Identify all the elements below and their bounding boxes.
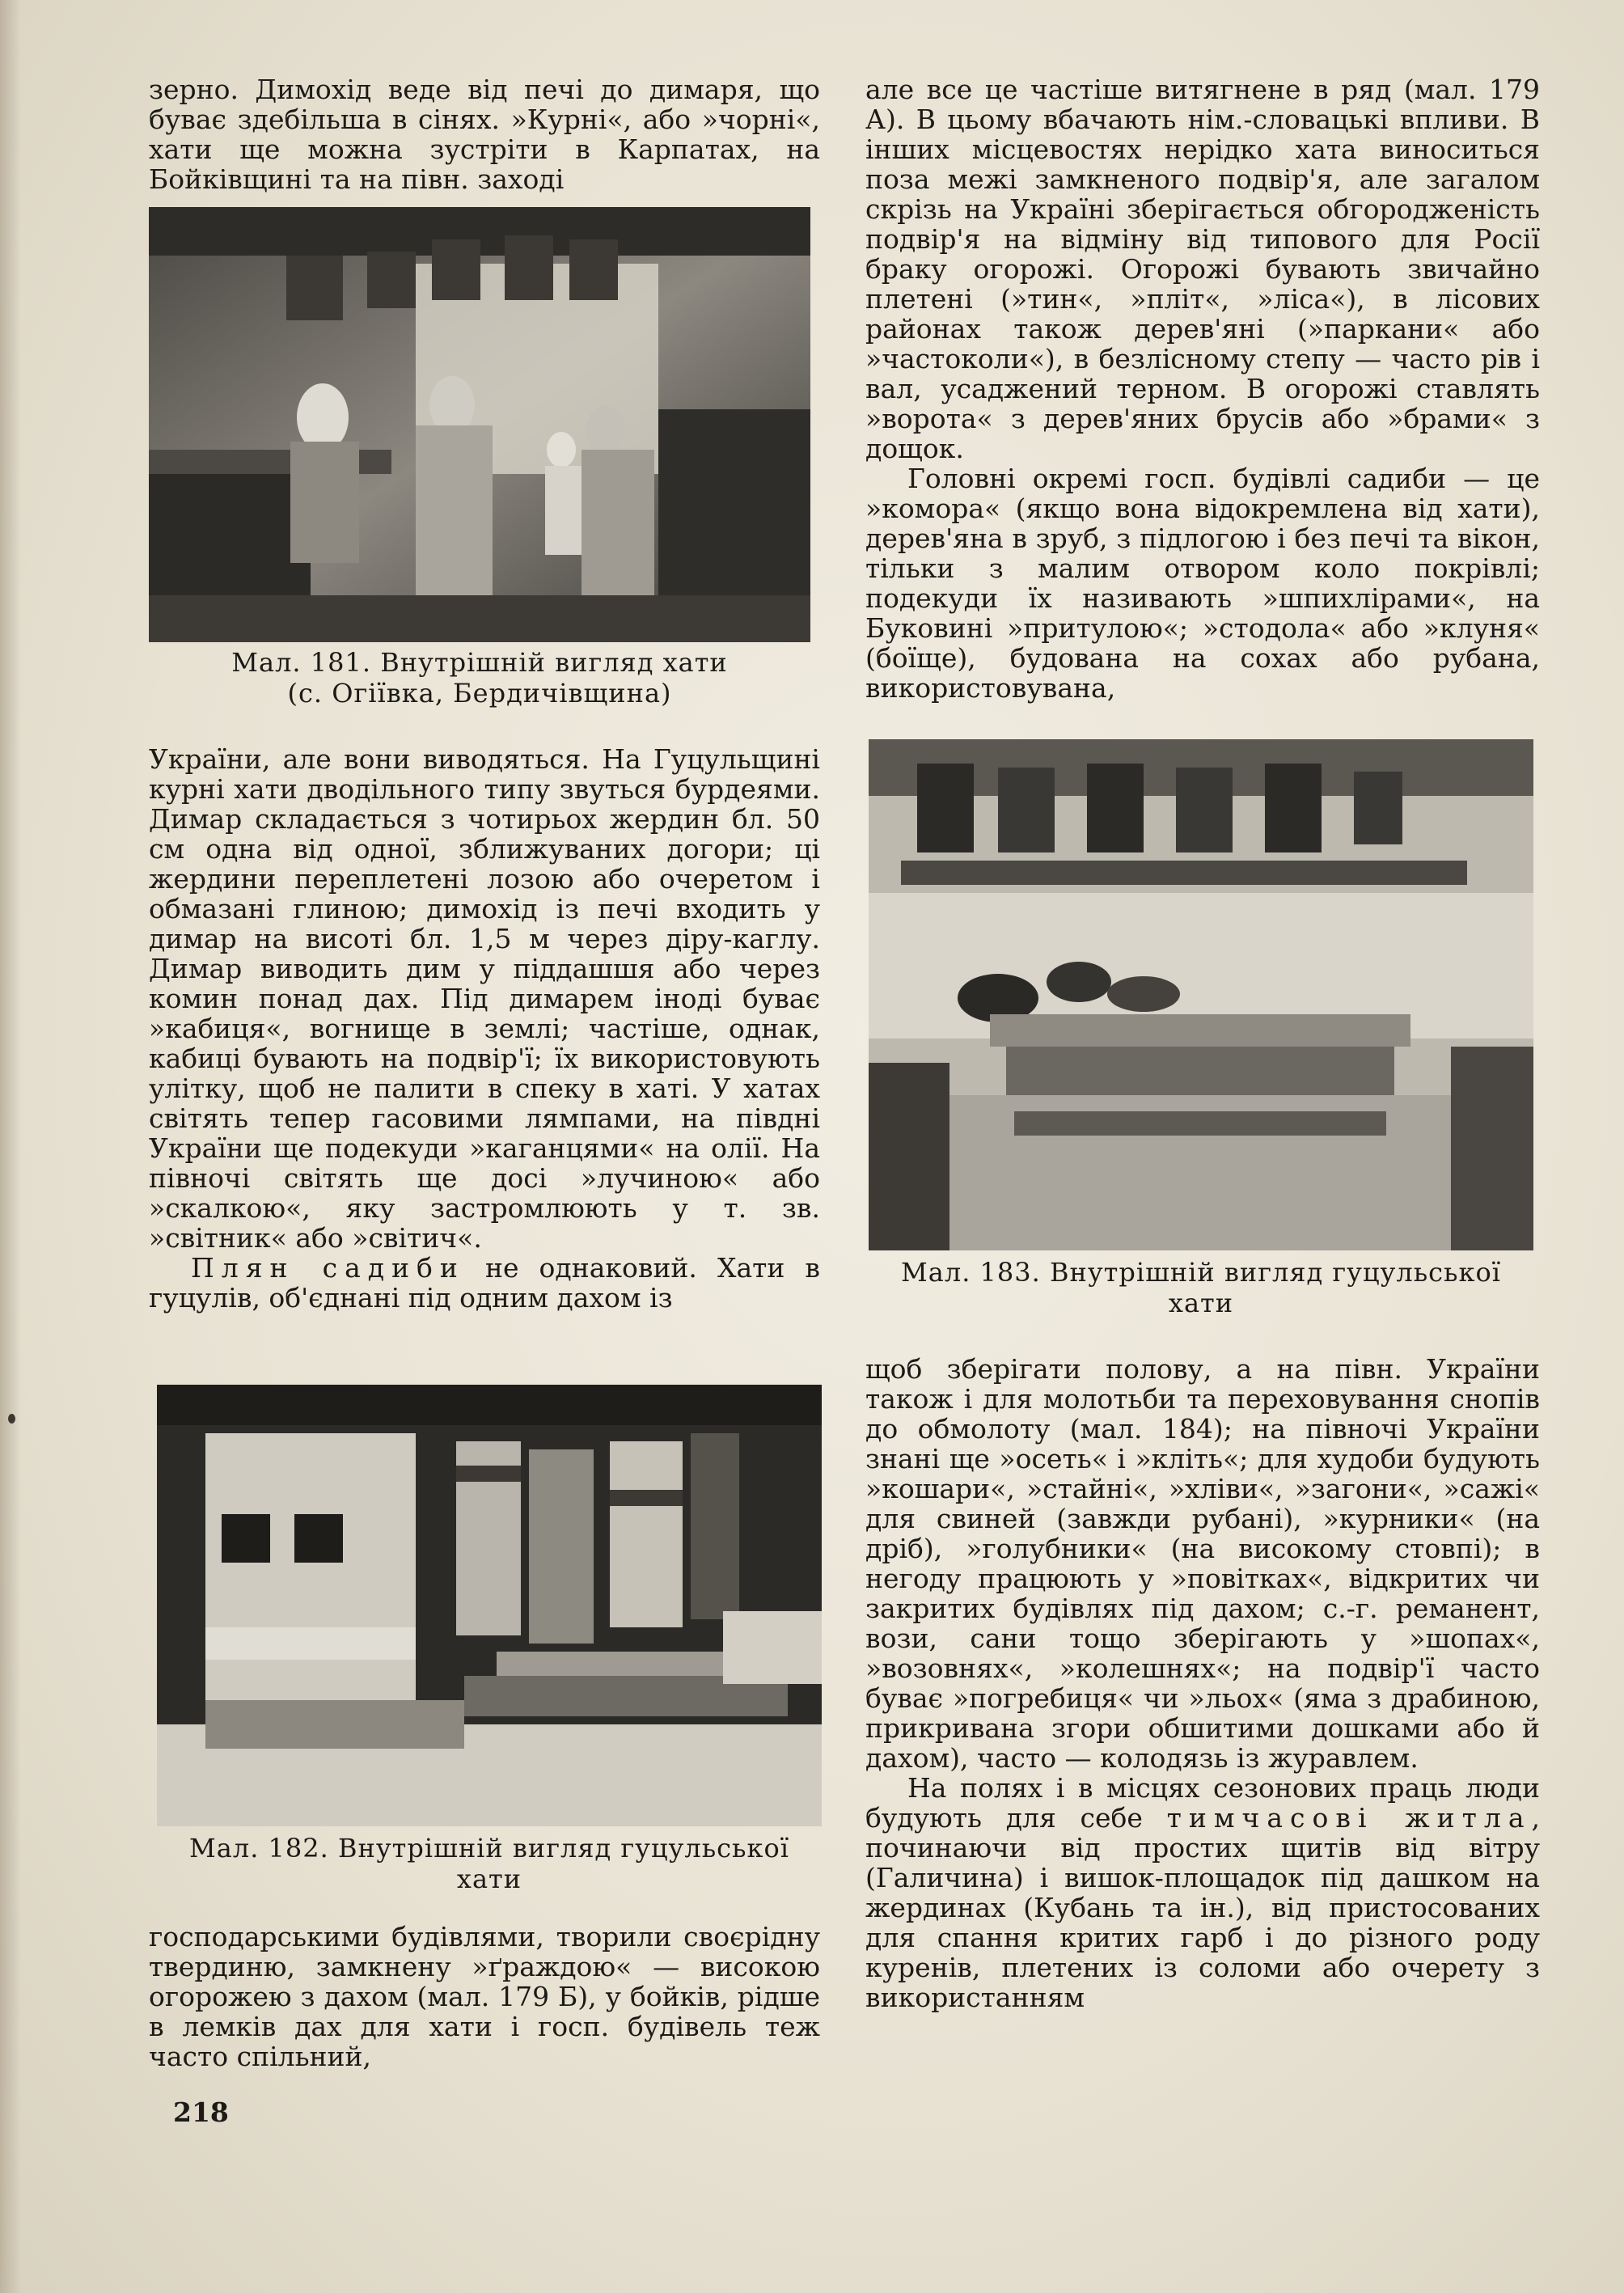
right-paragraphs-top [865,74,1540,703]
left-paragraph-hutsul [149,744,820,1313]
caption-line: Мал. 183. Внутрішній вигляд гуцульської [901,1257,1501,1288]
interior-photo-181 [149,207,810,642]
caption-line: хати [456,1864,522,1894]
caption-line: Мал. 181. Внутрішній вигляд хати [231,647,728,678]
spaced-term: тимчасові житла [1166,1802,1532,1834]
spaced-term: Плян садиби [191,1252,465,1284]
text-paragraph: але все це частіше витягнене в ряд (мал. 179 А). В цьому вбачають нім.-словацькі впливи. В інших місцевостях нерідко хата виноситься поза межі замкненого подвір'я, але загалом скрізь на Україні зберігається обгородженість подвір'я на відміну від типового для Росії браку огорожі. Огорожі бувають звичайно плетені (»тин«, »пліт«, »ліса«), в лісових районах також дерев'яні (»паркани« або »частоколи«), в безлісному степу — часто рів і вал, усаджений терном. В огорожі ставлять »ворота« з дерев'яних брусів або »брами« з дощок. [865,74,1540,464]
figure-182-photo [157,1385,822,1826]
text-paragraph: зерно. Димохід веде від печі до димаря, що буває здебільша в сінях. »Курні«, або »чорні«, хати ще можна зустріти в Карпатах, на Бойківщині та на півн. заході [149,74,820,195]
caption-line: Мал. 182. Внутрішній вигляд гуцульської [189,1833,789,1864]
figure-182-caption [157,1833,822,1894]
text-paragraph: щоб зберігати полову, а на півн. України також і для молотьби та переховування снопів до обмолоту (мал. 184); на півночі України знані ще »осеть« і »кліть«; для худоби будують »кошари«, »стайні«, »хліви«, »загони«, »сажі« для свиней (завжди рубані), »курники« (на дріб), »голубники« (на високому стовпі); в негоду працюють у »повітках«, відкритих чи закритих будівлях під дахом; с.-г. реманент, вози, сани тощо зберігають у »шопах«, »возовнях«, »колешнях«; на подвір'ї часто буває »погребиця« чи »льох« (яма з драбиною, прикривана згори обшитими дошками або й дахом), часто — колодязь із журавлем. [865,1353,1540,1774]
text-paragraph: господарськими будівлями, творили своєрідну твердиню, замкнену »ґраждою« — високою огорожею з дахом (мал. 179 Б), у бойків, рідше в лемків дах для хати і госп. будівель теж часто спільний, [149,1921,820,2072]
left-column-middle-text [149,744,820,1313]
caption-line: хати [1168,1288,1234,1318]
figure-183-caption [869,1257,1533,1318]
text-span: На полях і в місцях сезонових праць люди будують для себе [865,1772,1540,1834]
figure-181-caption [149,647,810,709]
text-paragraph-temporary [865,1773,1540,2012]
figure-183-photo [869,739,1533,1250]
figure-181-photo [149,207,810,642]
interior-photo-183 [869,739,1533,1250]
left-paragraph-end [149,1922,820,2071]
text-span: не однаковий. Хати в гуцулів, об'єднані під одним дахом із [149,1252,820,1314]
text-paragraph: України, але вони виводяться. На Гуцульщині курні хати дводільного типу звуться бурдеями. Димар складається з чотирьох жердин бл. 50 см одна від одної, зближуваних догори; ці жердини переплетені лозою або очеретом і обмазані глиною; димохід із печі входить у димар на висоті бл. 1,5 м через діру-каглу. Димар виводить дим у піддашшя або через комин понад дах. Під димарем іноді буває »кабиця«, вогнище в землі; частіше, однак, кабиці бувають на подвір'ї; їх використовують улітку, щоб не палити в спеку в хаті. У хатах світять тепер гасовими лямпами, на півдні України ще подекуди »каганцями« на олії. На півночі світять ще досі »лучиною« або »скалкою«, яку застромлюють у т. зв. »світник« або »світич«. [149,743,820,1254]
right-column-top-text [865,74,1540,703]
ink-spot [8,1414,15,1424]
caption-line: (с. Огіївка, Бердичівщина) [287,678,672,709]
text-span: , починаючи від простих щитів від вітру (Галичина) і вишок-площадок під дашком на жердинах (Кубань та ін.), від пристосованих для спання критих гарб і до різного роду куренів, плетених із соломи або очерету з використанням [865,1802,1540,2013]
right-column-bottom-text [865,1354,1540,2012]
left-column-bottom-text [149,1922,820,2071]
right-paragraphs-bottom [865,1354,1540,2012]
text-paragraph-plan [149,1253,820,1313]
left-column-top-text [149,74,820,194]
left-paragraph-intro [149,74,820,194]
text-paragraph: Головні окремі госп. будівлі садиби — це »комора« (якщо вона відокремлена від хати), дерев'яна в зруб, з підлогою і без печі та вікон, тільки з малим отвором коло покрівлі; подекуди їх називають »шпихлірами«, на Буковині »притулою«; »стодола« або »клуня« (боїще), будована на сохах або рубана, використовувана, [865,463,1540,704]
page-number: 218 [173,2096,229,2128]
interior-photo-182 [157,1385,822,1826]
